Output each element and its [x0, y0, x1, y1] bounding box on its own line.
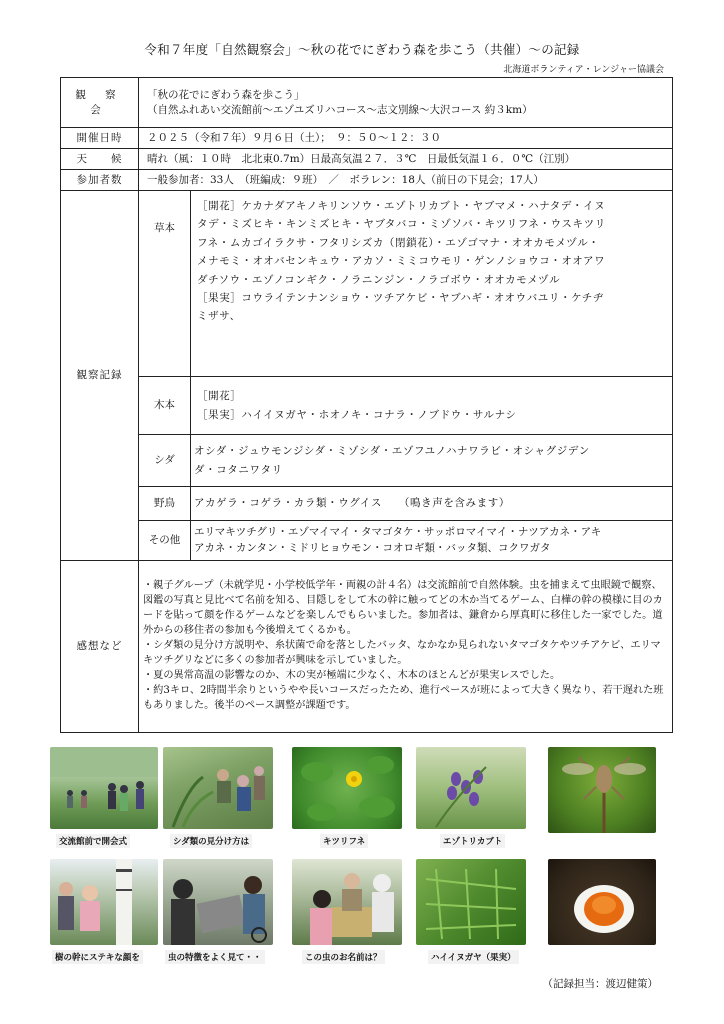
event-title: 「秋の花でにぎわう森を歩こう」: [147, 89, 305, 102]
photo-caption: キツリフネ: [320, 834, 368, 848]
event-course: （自然ふれあい交流館前～エゾユズリハコース～志文別線～大沢コース 約３km）: [147, 103, 533, 116]
label-other: その他: [139, 521, 191, 561]
label-date: 開催日時: [61, 128, 139, 149]
herb-line: メナモミ・オオバセンキュウ・アカソ・ミミコウモリ・ゲンノショウコ・オオアワ: [197, 255, 606, 268]
photo-tamagotake: [548, 859, 656, 945]
row-participants: [61, 170, 673, 191]
herb-list: [191, 191, 673, 377]
photo-mushroom-icon: [548, 859, 656, 945]
photo-kids-icon: [292, 859, 402, 945]
row-tree: [61, 377, 673, 435]
participants-value: 一般参加者：33人 （班編成：９班） ／ ボラレン：18人（前日の下見会；17人）: [139, 170, 673, 191]
page-title: 令和７年度「自然観察会」～秋の花でにぎわう森を歩こう（共催）～の記録: [144, 42, 580, 57]
label-records: 観察記録: [61, 191, 139, 561]
photo-fern-icon: [163, 747, 273, 829]
row-herb: [61, 191, 673, 377]
impression-paragraph: ・約3キロ、2時間半余りというやや長いコースだったため、進行ペースが班によって大きく異なり、若干遅れた班もありました。後半のペース調整が課題です。: [143, 684, 664, 711]
fern-line: ダ・コタニワタリ: [194, 463, 283, 476]
photo-kitsurifune: [292, 747, 402, 829]
photo-kids-icon: [163, 859, 273, 945]
photo-caption: この虫のお名前は？: [302, 950, 385, 964]
fern-list: [191, 435, 673, 487]
photo-bug-name: [292, 859, 402, 945]
photo-opening-ceremony: [50, 747, 158, 829]
photo-kids-icon: [50, 859, 158, 945]
herb-line: ダチソウ・エゾノコンギク・ノラニンジン・ノラゴボウ・オオカモメヅル: [197, 273, 561, 286]
date-value: ２０２５（令和７年）９月６日（土）； ９：５０～１２：３０: [139, 128, 673, 149]
photo-flower-icon: [416, 747, 526, 829]
row-date: [61, 128, 673, 149]
label-participants: 参加者数: [61, 170, 139, 191]
other-line: アカネ・カンタン・ミドリヒョウモン・コオロギ類・バッタ類、コクワガタ: [194, 541, 551, 554]
label-impressions: 感想など: [61, 561, 139, 733]
photo-caption: シダ類の見分け方は: [170, 834, 252, 848]
tree-line: ［開花］: [197, 390, 242, 403]
label-event: 観 察 会: [61, 78, 139, 128]
impression-paragraph: ・親子グループ（未就学児・小学校低学年・両親の計４名）は交流館前で自然体験。虫を捕まえて虫眼鏡で観察、図鑑の写真と見比べて名前を知る、目隠しをして木の幹に触ってどの木か当てるゲーム、白樺の幹の模様に目のカードを貼って顔を作るゲームなどを楽しんでもらいました。参加者は、鎌倉から厚真町に移住した一家でした。道外からの移住者の参加も今後増えてくるかも。: [143, 580, 663, 637]
photo-dead-grasshopper: [548, 747, 656, 833]
impression-paragraph: ・夏の異常高温の影響なのか、木の実が極端に少なく、木本のほとんどが果実レスでした。: [143, 669, 561, 681]
fern-line: オシダ・ジュウモンジシダ・ミゾシダ・エゾフユノハナワラビ・オシャグジデン: [194, 445, 590, 458]
photo-caption: 虫の特徴をよく見て・・: [165, 950, 265, 964]
herb-line: タデ・ミズヒキ・キンミズヒキ・ヤブタバコ・ミゾソバ・キツリフネ・ウスキツリ: [197, 218, 606, 231]
photo-tree-face: [50, 859, 158, 945]
photo-plant-icon: [416, 859, 526, 945]
photo-fern-lesson: [163, 747, 273, 829]
bird-list: アカゲラ・コゲラ・カラ類・ウグイス （鳴き声を含みます）: [191, 487, 673, 521]
row-impressions: [61, 561, 673, 733]
label-herb: 草本: [139, 191, 191, 377]
impressions-text: [139, 561, 673, 733]
event-cell: [139, 78, 673, 128]
tree-list: [191, 377, 673, 435]
label-bird: 野鳥: [139, 487, 191, 521]
herb-line: フネ・ムカゴイラクサ・フタリシズカ（閉鎖花）・エゾゴマナ・オオカモメヅル・: [197, 236, 600, 249]
photo-crowd-icon: [50, 747, 158, 829]
photo-ezotorikabuto: [416, 747, 526, 829]
impression-paragraph: ・シダ類の見分け方説明や、糸状菌で命を落としたバッタ、なかなか見られないタマゴタケやツチアケビ、エリマキツチグリなどに多くの参加者が興味を示していました。: [143, 640, 661, 666]
organization-name: 北海道ボランティア・レンジャー協議会: [503, 65, 664, 75]
photo-caption: ハイイヌガヤ（果実）: [428, 950, 519, 964]
herb-line: ［開花］ケカナダアキノキリンソウ・エゾトリカブト・ヤブマメ・ハナタデ・イヌ: [197, 200, 606, 212]
label-weather: 天 候: [61, 149, 139, 170]
row-weather: [61, 149, 673, 170]
tree-line: ［果実］ハイイヌガヤ・ホオノキ・コナラ・ノブドウ・サルナシ: [197, 408, 517, 421]
photo-haiinugaya: [416, 859, 526, 945]
photo-caption: エゾトリカブト: [440, 834, 505, 848]
row-fern: [61, 435, 673, 487]
weather-value: 晴れ（風：１０時 北北東0.7m）日最高気温２７．３℃ 日最低気温１６．０℃（江別）: [139, 149, 673, 170]
other-line: エリマキツチグリ・エゾマイマイ・タマゴタケ・サッポロマイマイ・ナツアカネ・アキ: [194, 525, 602, 538]
row-bird: [61, 487, 673, 521]
herb-line: ［果実］コウライテンナンショウ・ツチアケビ・ヤブハギ・オオウバユリ・ケチヂ: [197, 291, 604, 304]
photo-caption: 樹の幹にステキな顔を: [52, 950, 143, 964]
label-tree: 木本: [139, 377, 191, 435]
photo-caption: 交流館前で開会式: [56, 834, 130, 848]
other-list: [191, 521, 673, 561]
reporter-credit: （記録担当：渡辺健策）: [542, 978, 658, 990]
record-table: [60, 77, 673, 733]
photo-insect-observation: [163, 859, 273, 945]
label-fern: シダ: [139, 435, 191, 487]
photo-insect-icon: [548, 747, 656, 833]
herb-line: ミザサ、: [197, 310, 241, 323]
photo-flower-icon: [292, 747, 402, 829]
row-event: [61, 78, 673, 128]
row-other: [61, 521, 673, 561]
